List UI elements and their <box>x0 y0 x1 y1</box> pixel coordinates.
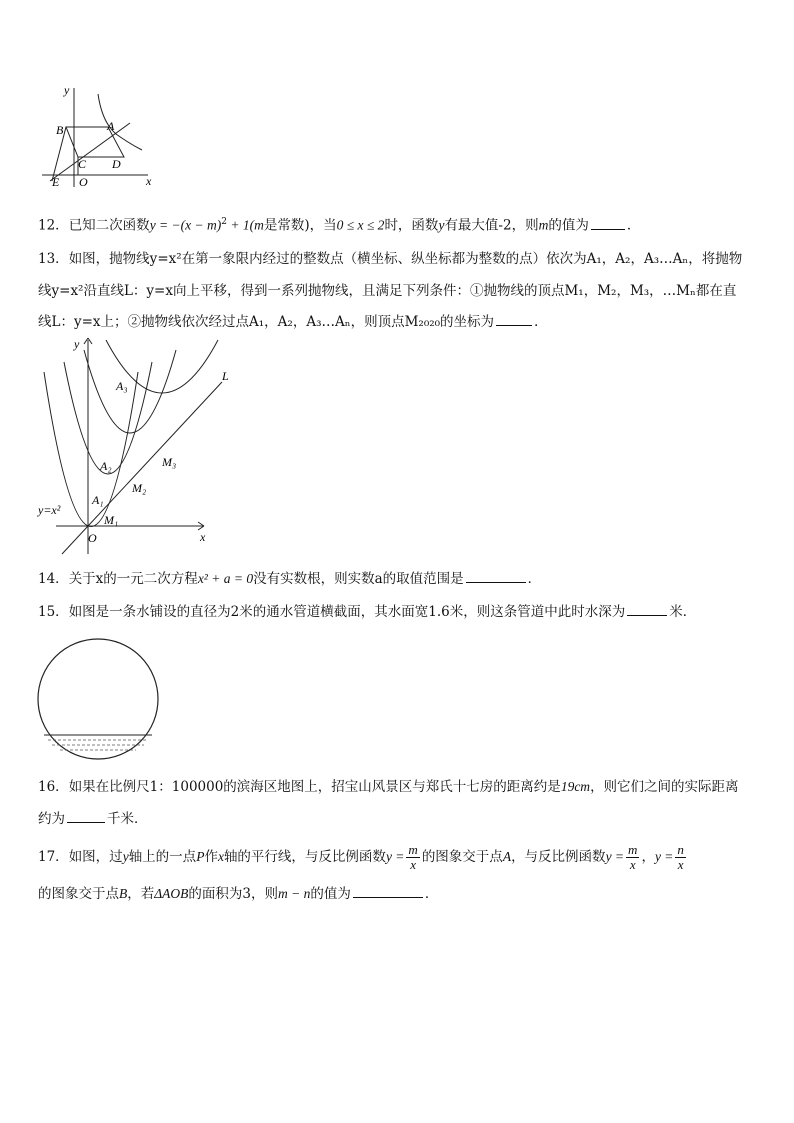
q17-yeq: y = <box>385 849 405 864</box>
q17-frac-n-x <box>675 843 686 872</box>
q17-triangle: ΔAOB <box>154 886 189 901</box>
q12-pre: 已知二次函数 <box>68 217 150 234</box>
q16-distance: 19cm <box>560 779 591 794</box>
q17-B: B <box>119 886 128 901</box>
fig1-label-y: y <box>64 83 70 97</box>
question-17-line2 <box>38 880 760 908</box>
figure-q15-pipe <box>36 636 162 766</box>
q12-number: 12． <box>38 217 69 234</box>
q15-text: 如图是一条水铺设的直径为2米的通水管道横截面，其水面宽1.6米，则这条管道中此时水深为 <box>68 604 626 620</box>
question-13-line2 <box>38 277 760 305</box>
q17-frac3-num: n <box>677 842 684 857</box>
fig1-label-O: O <box>79 175 88 189</box>
question-13-line3 <box>38 308 760 336</box>
q17-p2: 轴上的一点 <box>128 849 197 865</box>
fig2-label-M2: M₂ <box>132 481 147 495</box>
fig2-label-eq: y=x² <box>38 503 61 517</box>
q17-p5: 的图象交于点 <box>421 849 503 865</box>
q12-mid2: 有最大值-2，则 <box>444 217 539 234</box>
q17-p3: 作 <box>204 849 218 865</box>
q17-p1: 如图，过 <box>68 849 123 865</box>
q17-frac1-den: x <box>410 857 416 872</box>
q16-line2-pre: 约为 <box>38 811 65 827</box>
q12-tail: 的值为 <box>548 217 589 234</box>
fig2-label-M3: M₃ <box>162 455 177 469</box>
fig1-label-B: B <box>56 123 64 137</box>
q12-end: ． <box>626 217 641 234</box>
q17-y: y <box>122 849 129 864</box>
q12-paren: 是常数)，当 <box>263 217 337 234</box>
question-14 <box>38 565 760 593</box>
q14-tail: 没有实数根，则实数a的取值范围是 <box>253 571 464 587</box>
q17-frac-m-x <box>406 843 419 872</box>
fig2-label-A2: A₂ <box>100 459 112 473</box>
question-13-line1 <box>38 245 760 273</box>
q16-number: 16． <box>38 779 69 795</box>
q17-number: 17． <box>38 849 69 865</box>
q17-yeq3: y = <box>654 849 674 864</box>
fig1-label-E: E <box>52 175 60 189</box>
fig1-label-x: x <box>146 174 152 188</box>
question-16-line1 <box>38 773 760 801</box>
q16-unit: 千米． <box>107 811 148 827</box>
q12-answer-blank[interactable] <box>591 215 625 230</box>
q17-m-minus-n: m − n <box>278 886 311 901</box>
q17-line2-mid: ，若 <box>127 886 155 902</box>
q14-formula: x² + a = 0 <box>197 571 254 586</box>
q17-frac2-den: x <box>629 857 636 872</box>
q17-frac1-num: m <box>408 842 418 857</box>
figure-q13 <box>36 336 236 558</box>
fig1-label-A: A <box>107 119 115 133</box>
question-16-line2 <box>38 805 760 833</box>
fig2-label-O: O <box>88 531 97 545</box>
q13-answer-blank[interactable] <box>496 311 532 326</box>
fig2-label-y: y <box>74 337 80 351</box>
q13-line2: 线y=x²沿直线L：y=x向上平移，得到一系列抛物线，且满足下列条件：①抛物线的顶点M₁，M₂，M₃，…Mₙ都在直 <box>38 283 737 299</box>
q17-sep: ， <box>641 849 655 865</box>
q17-yeq2: y = <box>605 849 625 864</box>
fig2-label-A1: A₁ <box>92 493 104 507</box>
q17-frac3-den: x <box>677 857 684 872</box>
fig1-label-C: C <box>78 157 87 171</box>
q12-range: 0 ≤ x ≤ 2 <box>336 217 385 233</box>
q13-number: 13． <box>38 251 69 267</box>
q12-m1: m <box>254 217 264 233</box>
q17-A: A <box>502 849 512 864</box>
q12-sup: 2 <box>221 217 227 227</box>
q15-number: 15． <box>38 604 69 620</box>
figure-q11 <box>38 82 168 192</box>
q14-pre: 关于x的一元二次方程 <box>68 571 198 587</box>
fig2-label-x: x <box>200 530 206 544</box>
q13-line3: 线L：y=x上；②抛物线依次经过点A₁，A₂，A₃…Aₙ，则顶点M₂₀₂₀的坐标为 <box>38 314 495 330</box>
q15-unit: 米． <box>669 604 697 620</box>
q16-line1-pre: 如果在比例尺1：100000的滨海区地图上，招宝山风景区与郑氏十七房的距离约是 <box>68 779 561 795</box>
q13-line1: 如图，抛物线y=x²在第一象限内经过的整数点（横坐标、纵坐标都为整数的点）依次为A₁，A₂，A₃…Aₙ，将抛物 <box>68 251 743 267</box>
q12-mid: 时，函数 <box>384 217 439 234</box>
q16-line1-post: ，则它们之间的实际距离 <box>590 779 739 795</box>
question-17-line1 <box>38 840 760 874</box>
q17-p6: ，与反比例函数 <box>511 849 606 865</box>
q12-y: y <box>438 217 445 233</box>
fig2-label-M1: M₁ <box>104 513 119 527</box>
fig1-label-D: D <box>112 157 121 171</box>
q17-line2-post: 的值为 <box>310 886 351 902</box>
q15-answer-blank[interactable] <box>627 601 667 616</box>
q17-answer-blank[interactable] <box>353 883 423 898</box>
q12-formula-a: y = −(x − m) <box>149 217 222 233</box>
q17-frac-m-x-2 <box>626 843 639 872</box>
q17-p4: 轴的平行线，与反比例函数 <box>223 849 386 865</box>
q17-end: ． <box>424 886 439 902</box>
q17-x: x <box>217 849 224 864</box>
q13-end: ． <box>534 314 548 330</box>
q17-P: P <box>196 849 205 864</box>
q14-answer-blank[interactable] <box>466 568 526 583</box>
q14-end: ． <box>527 571 542 587</box>
q12-m2: m <box>538 217 549 233</box>
q12-formula-b: + 1( <box>226 217 255 233</box>
question-12 <box>38 208 760 240</box>
q14-number: 14． <box>38 571 69 587</box>
q17-line2-pre: 的图象交于点 <box>38 886 119 902</box>
fig2-label-A3: A₃ <box>116 379 128 393</box>
q16-answer-blank[interactable] <box>67 808 105 823</box>
q17-line2-mid2: 的面积为3，则 <box>188 886 279 902</box>
fig2-label-L: L <box>222 369 229 383</box>
question-15 <box>38 598 760 626</box>
q17-frac2-num: m <box>628 842 638 857</box>
